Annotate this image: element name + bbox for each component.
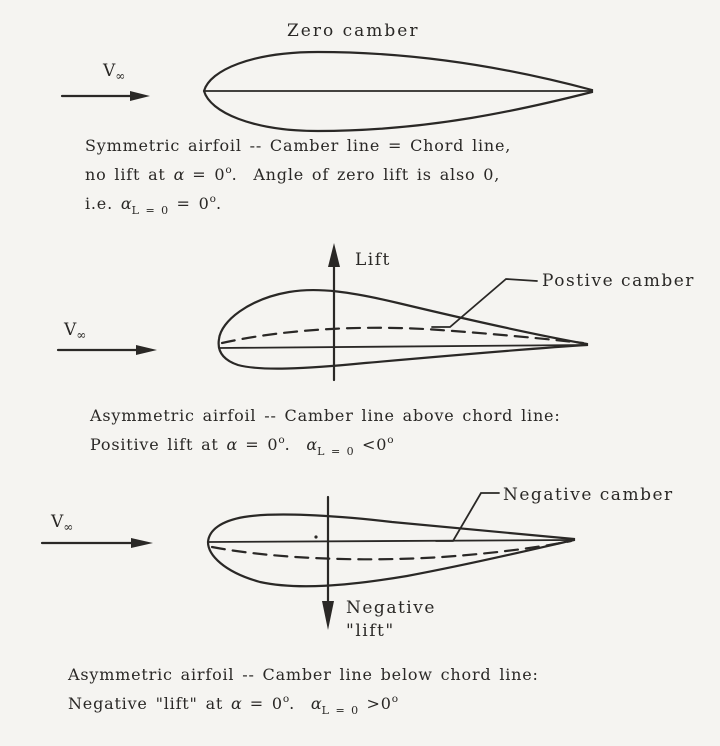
zero-caption-line2	[85, 164, 500, 184]
degree-symbol: o	[278, 434, 285, 446]
caption-text: >0	[358, 694, 392, 713]
lift-arrow-head	[328, 243, 340, 267]
alpha-symbol: α	[231, 694, 242, 713]
caption-text: = 0	[184, 165, 226, 184]
zero-lift-condition-subscript: L = 0	[321, 704, 359, 717]
freestream-velocity-label-2	[64, 320, 86, 342]
caption-text: Negative "lift" at	[68, 694, 232, 713]
alpha-symbol: α	[306, 435, 318, 454]
infinity-subscript: ∞	[115, 69, 126, 83]
degree-symbol: o	[387, 434, 394, 446]
scan-speck-dot	[314, 535, 317, 538]
zero-caption-line3	[85, 193, 222, 217]
negative-camber-airfoil-outline	[208, 515, 574, 587]
caption-text: . Angle of zero lift is also 0,	[231, 165, 501, 184]
negative-caption-line1: Asymmetric airfoil -- Camber line below chord line:	[68, 665, 539, 684]
caption-text: .	[215, 194, 222, 213]
zero-caption-line1: Symmetric airfoil -- Camber line = Chord line,	[85, 136, 512, 155]
alpha-symbol: α	[120, 194, 132, 213]
caption-text: = 0	[237, 435, 279, 454]
freestream-arrow-head-1	[130, 91, 150, 101]
negative-camber-chord-line	[208, 540, 574, 542]
negative-lift-arrow-head	[322, 601, 334, 630]
negative-camber-leader-line	[436, 493, 499, 541]
infinity-subscript: ∞	[76, 328, 87, 342]
alpha-symbol: α	[173, 165, 185, 184]
caption-text: Positive lift at	[90, 435, 227, 454]
degree-symbol: o	[282, 693, 290, 705]
positive-camber-dashed-line	[222, 328, 583, 343]
positive-camber-leader-line	[432, 279, 537, 327]
freestream-velocity-label-1	[103, 61, 125, 83]
caption-text: = 0	[168, 194, 210, 213]
zero-camber-title: Zero camber	[287, 21, 420, 41]
freestream-arrow-head-3	[131, 538, 153, 548]
lift-label: Lift	[355, 250, 391, 270]
freestream-velocity-label-3	[51, 512, 73, 534]
degree-symbol: o	[209, 193, 216, 205]
velocity-symbol: V	[64, 320, 77, 340]
negative-lift-label-line2: "lift"	[346, 621, 395, 641]
degree-symbol: o	[391, 693, 399, 705]
caption-text: = 0	[241, 694, 283, 713]
positive-caption-line2	[90, 434, 394, 458]
positive-camber-label: Postive camber	[542, 271, 695, 291]
degree-symbol: o	[225, 164, 232, 176]
caption-text: <0	[354, 435, 388, 454]
caption-text: no lift at	[85, 165, 174, 184]
velocity-symbol: V	[103, 61, 116, 81]
infinity-subscript: ∞	[63, 520, 74, 534]
negative-camber-dashed-line	[212, 541, 571, 559]
zero-lift-condition-subscript: L = 0	[317, 445, 355, 458]
caption-text: .	[284, 435, 307, 454]
caption-text: i.e.	[85, 194, 121, 213]
alpha-symbol: α	[310, 694, 322, 713]
positive-camber-chord-line	[219, 345, 587, 348]
negative-lift-label-line1: Negative	[346, 598, 436, 618]
negative-camber-label: Negative camber	[503, 485, 674, 505]
positive-camber-airfoil-outline	[219, 290, 587, 369]
alpha-symbol: α	[226, 435, 238, 454]
caption-text: .	[289, 694, 311, 713]
positive-caption-line1: Asymmetric airfoil -- Camber line above chord line:	[90, 406, 561, 425]
freestream-arrow-head-2	[136, 345, 157, 355]
negative-caption-line2	[68, 693, 398, 717]
zero-lift-condition-subscript: L = 0	[131, 204, 169, 217]
velocity-symbol: V	[51, 512, 64, 532]
